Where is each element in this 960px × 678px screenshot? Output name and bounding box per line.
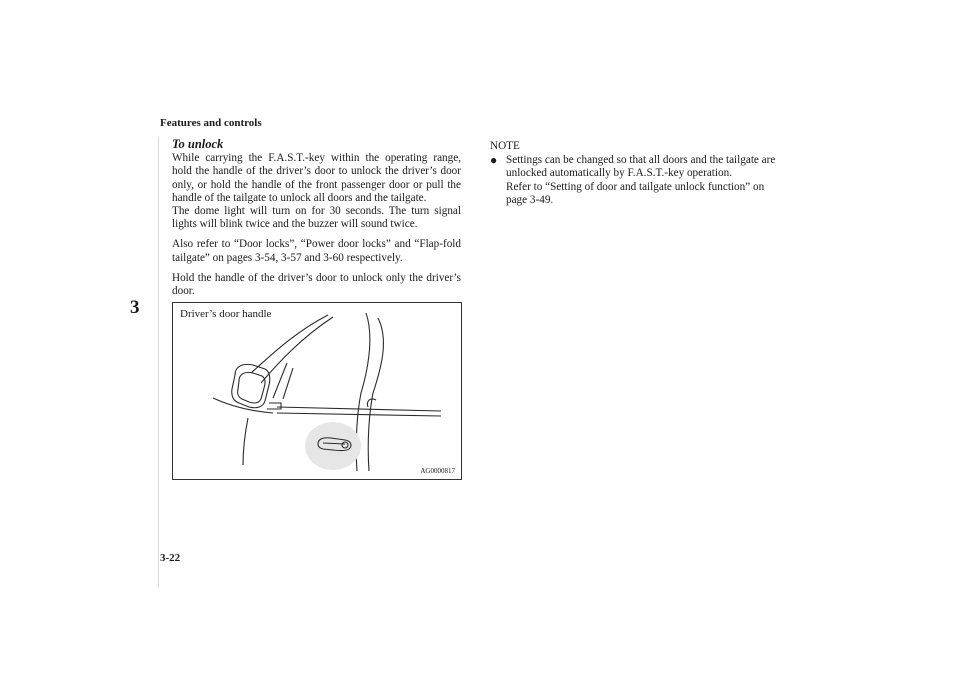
section-title: To unlock (172, 137, 224, 151)
note-section (490, 140, 780, 207)
chapter-divider (158, 137, 159, 587)
door-handle-figure (172, 302, 462, 480)
body-paragraph: Hold the handle of the driver’s door to unlock only the driver’s door. (172, 271, 461, 298)
body-paragraph: Also refer to “Door locks”, “Power door locks” and “Flap-fold tailgate” on pages 3-54, 3-57 and 3-60 respectively. (172, 238, 461, 264)
figure-caption: Driver’s door handle (180, 308, 272, 320)
note-text: Refer to “Setting of door and tailgate unlock function” on page 3-49. (506, 180, 765, 206)
figure-code: AG0000817 (420, 467, 455, 475)
left-column (172, 138, 461, 305)
body-paragraph: The dome light will turn on for 30 seconds. The turn signal lights will blink twice and the buzzer will sound twice. (172, 205, 461, 231)
page-number: 3-22 (160, 552, 181, 564)
bullet-icon: ● (490, 153, 498, 168)
body-paragraph: While carrying the F.A.S.T.-key within the operating range, hold the handle of the driver’s door to unlock the driver’s door only, or hold the handle of the front passenger door or pull the handle of the tailgate to unlock all doors and the tailgate. (172, 152, 461, 204)
running-header: Features and controls (160, 117, 262, 129)
note-item (490, 154, 780, 207)
door-illustration (173, 303, 461, 479)
note-text: Settings can be changed so that all doors and the tailgate are unlocked automatically by F.A.S.T.-key operation. (506, 154, 776, 180)
chapter-number: 3 (130, 297, 140, 318)
note-label: NOTE (490, 140, 520, 152)
